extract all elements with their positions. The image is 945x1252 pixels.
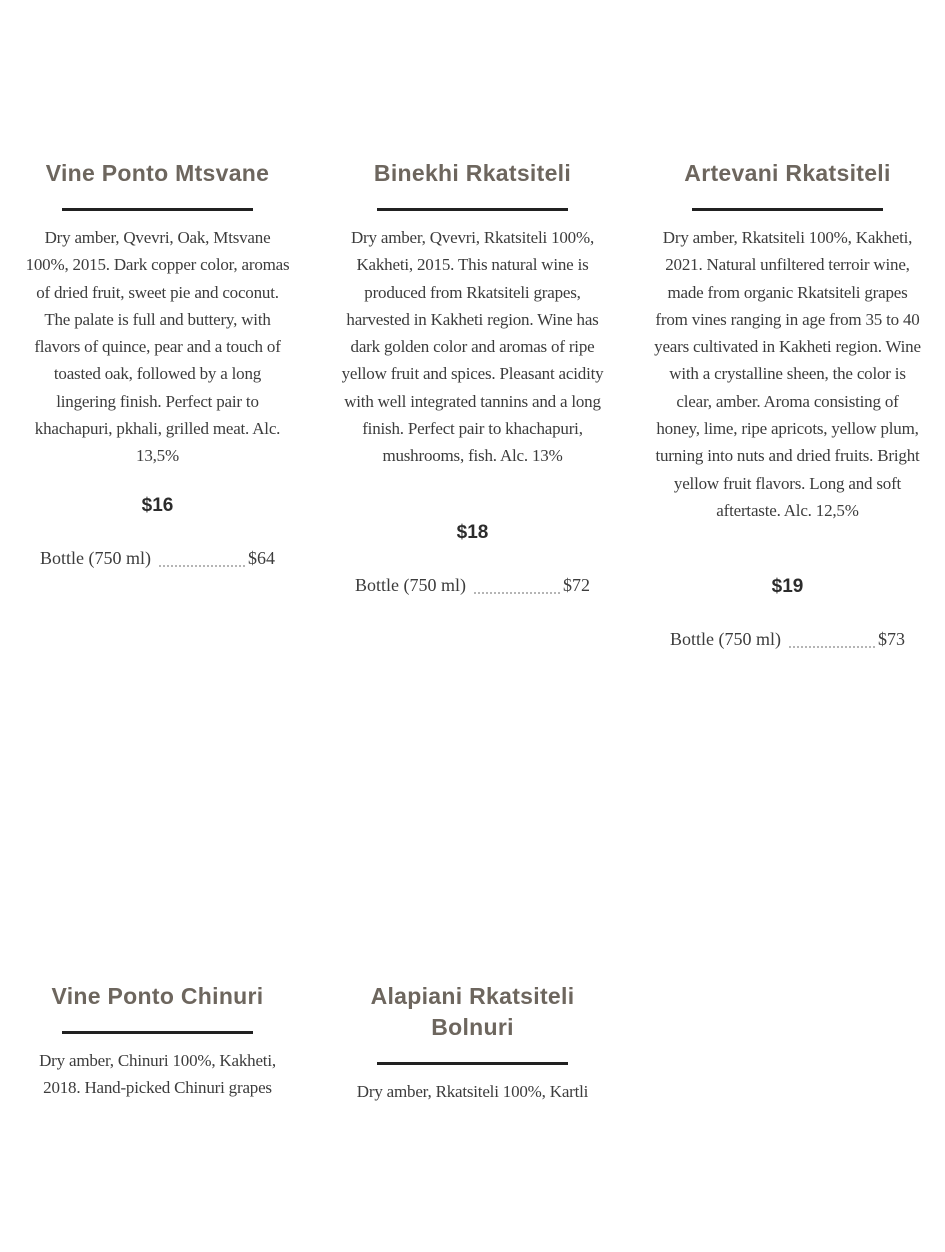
item-title: Vine Ponto Mtsvane bbox=[45, 160, 270, 186]
item-price: $19 bbox=[771, 576, 804, 597]
title-divider bbox=[377, 208, 568, 211]
item-price: $18 bbox=[456, 522, 489, 543]
bottle-price: $73 bbox=[878, 629, 905, 649]
item-description: Dry amber, Rkatsiteli 100%, Kakheti, 2021. Natural unfiltered terroir wine, made from organic Rkatsiteli grapes from vines ranging in age from 35 to 40 years cultivated in Kakheti region. Wine with a crystalline sheen, the color is clear, amber. Aroma consisting of honey, lime, ripe apricots, yellow plum, turning into nuts and dried fruits. Bright yellow fruit flavors. Long and soft aftertaste. Alc. 12,5% bbox=[654, 228, 921, 520]
bottle-label: Bottle (750 ml) bbox=[40, 548, 151, 568]
title-divider bbox=[62, 208, 253, 211]
wine-menu-section bbox=[0, 158, 945, 1105]
item-title: Alapiani Rkatsiteli Bolnuri bbox=[370, 983, 575, 1040]
dotted-leader bbox=[159, 565, 245, 567]
title-divider bbox=[377, 1062, 568, 1065]
dotted-leader bbox=[789, 646, 875, 648]
item-title: Artevani Rkatsiteli bbox=[684, 160, 891, 186]
title-divider bbox=[692, 208, 883, 211]
item-description: Dry amber, Chinuri 100%, Kakheti, 2018. Hand-picked Chinuri grapes bbox=[39, 1051, 276, 1098]
menu-item-vine-ponto-chinuri bbox=[0, 981, 315, 1102]
bottle-price: $72 bbox=[563, 575, 590, 595]
item-price: $16 bbox=[141, 495, 174, 516]
menu-item-alapiani-rkatsiteli-bolnuri bbox=[315, 981, 630, 1105]
bottle-price-line bbox=[23, 545, 292, 572]
menu-item-binekhi-rkatsiteli bbox=[315, 158, 630, 599]
bottle-price-line bbox=[653, 626, 922, 653]
item-description: Dry amber, Qvevri, Rkatsiteli 100%, Kakheti, 2015. This natural wine is produced from Rkatsiteli grapes, harvested in Kakheti region. Wine has dark golden color and aromas of ripe yellow fruit and spices. Pleasant acidity with well integrated tannins and a long finish. Perfect pair to khachapuri, mushrooms, fish. Alc. 13% bbox=[341, 228, 604, 466]
item-title: Binekhi Rkatsiteli bbox=[373, 160, 572, 186]
bottle-label: Bottle (750 ml) bbox=[670, 629, 781, 649]
title-divider bbox=[62, 1031, 253, 1034]
item-title: Vine Ponto Chinuri bbox=[51, 983, 264, 1009]
bottle-price-line bbox=[338, 572, 607, 599]
dotted-leader bbox=[474, 592, 560, 594]
menu-row-2 bbox=[0, 981, 945, 1105]
item-description: Dry amber, Rkatsiteli 100%, Kartli bbox=[356, 1082, 589, 1101]
menu-item-vine-ponto-mtsvane bbox=[0, 158, 315, 572]
bottle-price: $64 bbox=[248, 548, 275, 568]
item-description: Dry amber, Qvevri, Oak, Mtsvane 100%, 2015. Dark copper color, aromas of dried fruit, sweet pie and coconut. The palate is full and buttery, with flavors of quince, pear and a touch of toasted oak, followed by a long lingering finish. Perfect pair to khachapuri, pkhali, grilled meat. Alc. 13,5% bbox=[25, 228, 290, 466]
menu-item-artevani-rkatsiteli bbox=[630, 158, 945, 653]
bottle-label: Bottle (750 ml) bbox=[355, 575, 466, 595]
menu-row-1 bbox=[0, 158, 945, 981]
